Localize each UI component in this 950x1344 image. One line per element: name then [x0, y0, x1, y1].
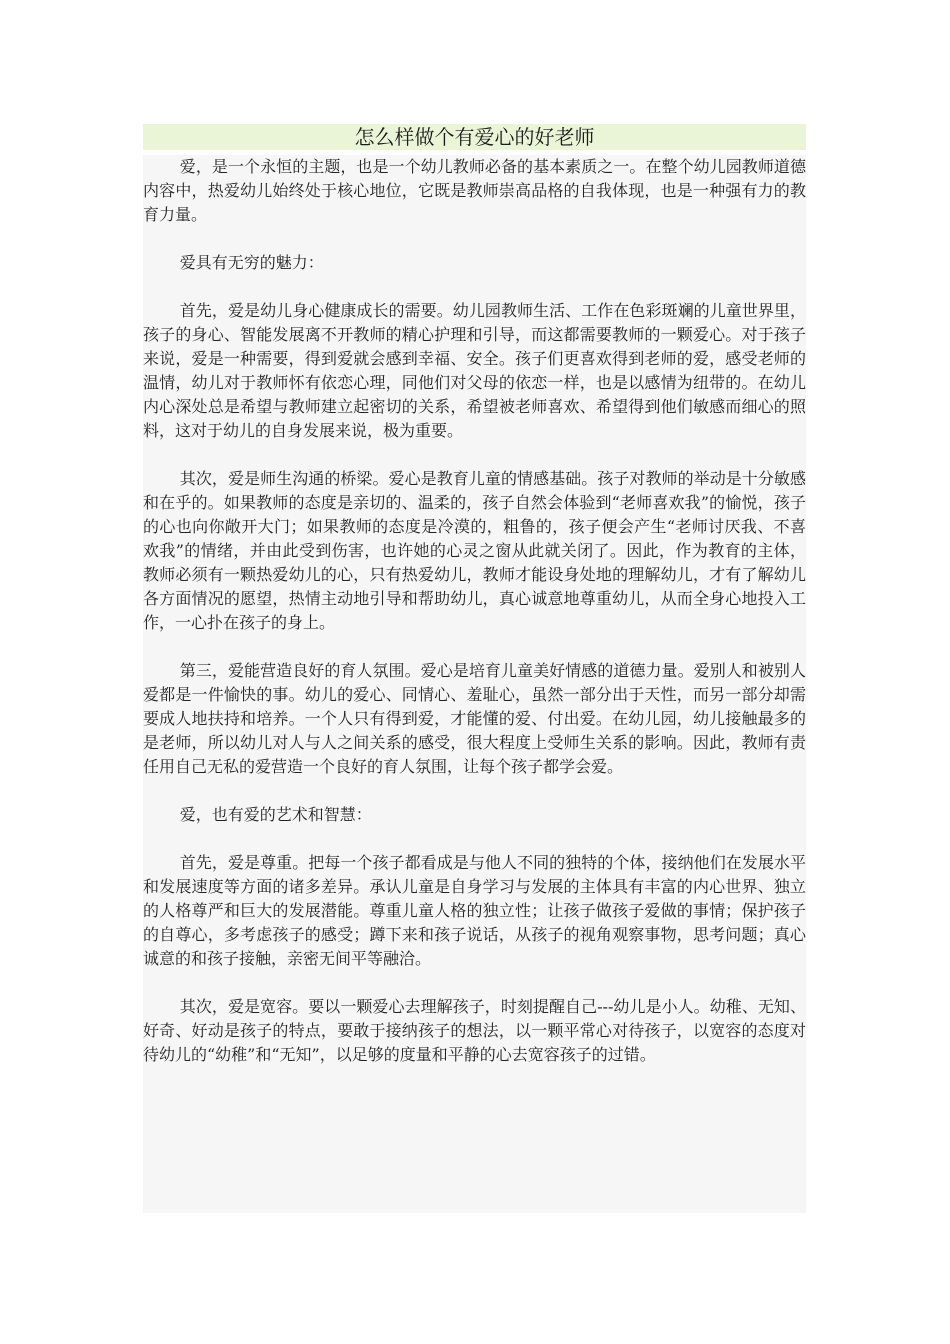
document-title: 怎么样做个有爱心的好老师	[354, 125, 595, 149]
paragraph-point-1: 首先，爱是幼儿身心健康成长的需要。幼儿园教师生活、工作在色彩斑斓的儿童世界里，孩子的身心、智能发展离不开教师的精心护理和引导，而这都需要教师的一颗爱心。对于孩子来说，爱是一种需要，得到爱就会感到幸福、安全。孩子们更喜欢得到老师的爱，感受老师的温情，幼儿对于教师怀有依恋心理，同他们对父母的依恋一样，也是以感情为纽带的。在幼儿内心深处总是希望与教师建立起密切的关系，希望被老师喜欢、希望得到他们敏感而细心的照料，这对于幼儿的自身发展来说，极为重要。	[143, 301, 806, 440]
paragraph-point-2: 其次，爱是师生沟通的桥梁。爱心是教育儿童的情感基础。孩子对教师的举动是十分敏感和在乎的。如果教师的态度是亲切的、温柔的，孩子自然会体验到“老师喜欢我”的愉悦，孩子的心也向你敞开大门；如果教师的态度是冷漠的，粗鲁的，孩子便会产生“老师讨厌我、不喜欢我”的情绪，并由此受到伤害，也许她的心灵之窗从此就关闭了。因此，作为教育的主体，教师必须有一颗热爱幼儿的心，只有热爱幼儿，教师才能设身处地的理解幼儿，才有了解幼儿各方面情况的愿望，热情主动地引导和帮助幼儿，真心诚意地尊重幼儿，从而全身心地投入工作，一心扑在孩子的身上。	[143, 469, 806, 632]
paragraph-respect: 首先，爱是尊重。把每一个孩子都看成是与他人不同的独特的个体，接纳他们在发展水平和发展速度等方面的诸多差异。承认儿童是自身学习与发展的主体具有丰富的内心世界、独立的人格尊严和巨大的发展潜能。尊重儿童人格的独立性；让孩子做孩子爱做的事情；保护孩子的自尊心，多考虑孩子的感受；蹲下来和孩子说话，从孩子的视角观察事物，思考问题；真心诚意的和孩子接触，亲密无间平等融洽。	[143, 853, 806, 968]
paragraph-intro: 爱，是一个永恒的主题，也是一个幼儿教师必备的基本素质之一。在整个幼儿园教师道德内容中，热爱幼儿始终处于核心地位，它既是教师崇高品格的自我体现，也是一种强有力的教育力量。	[143, 157, 806, 224]
paragraph-tolerance: 其次，爱是宽容。要以一颗爱心去理解孩子，时刻提醒自己---幼儿是小人。幼稚、无知、好奇、好动是孩子的特点，要敢于接纳孩子的想法，以一颗平常心对待孩子，以宽容的态度对待幼儿的“幼稚”和“无知”，以足够的度量和平静的心去宽容孩子的过错。	[143, 997, 806, 1064]
document-body	[143, 155, 806, 1213]
paragraph-point-3: 第三，爱能营造良好的育人氛围。爱心是培育儿童美好情感的道德力量。爱别人和被别人爱都是一件愉快的事。幼儿的爱心、同情心、羞耻心，虽然一部分出于天性，而另一部分却需要成人地扶持和培养。一个人只有得到爱，才能懂的爱、付出爱。在幼儿园，幼儿接触最多的是老师，所以幼儿对人与人之间关系的感受，很大程度上受师生关系的影响。因此，教师有责任用自己无私的爱营造一个良好的育人氛围，让每个孩子都学会爱。	[143, 661, 806, 776]
paragraph-heading-art: 爱，也有爱的艺术和智慧：	[179, 805, 372, 824]
paragraph-heading-charm: 爱具有无穷的魅力：	[179, 253, 324, 272]
